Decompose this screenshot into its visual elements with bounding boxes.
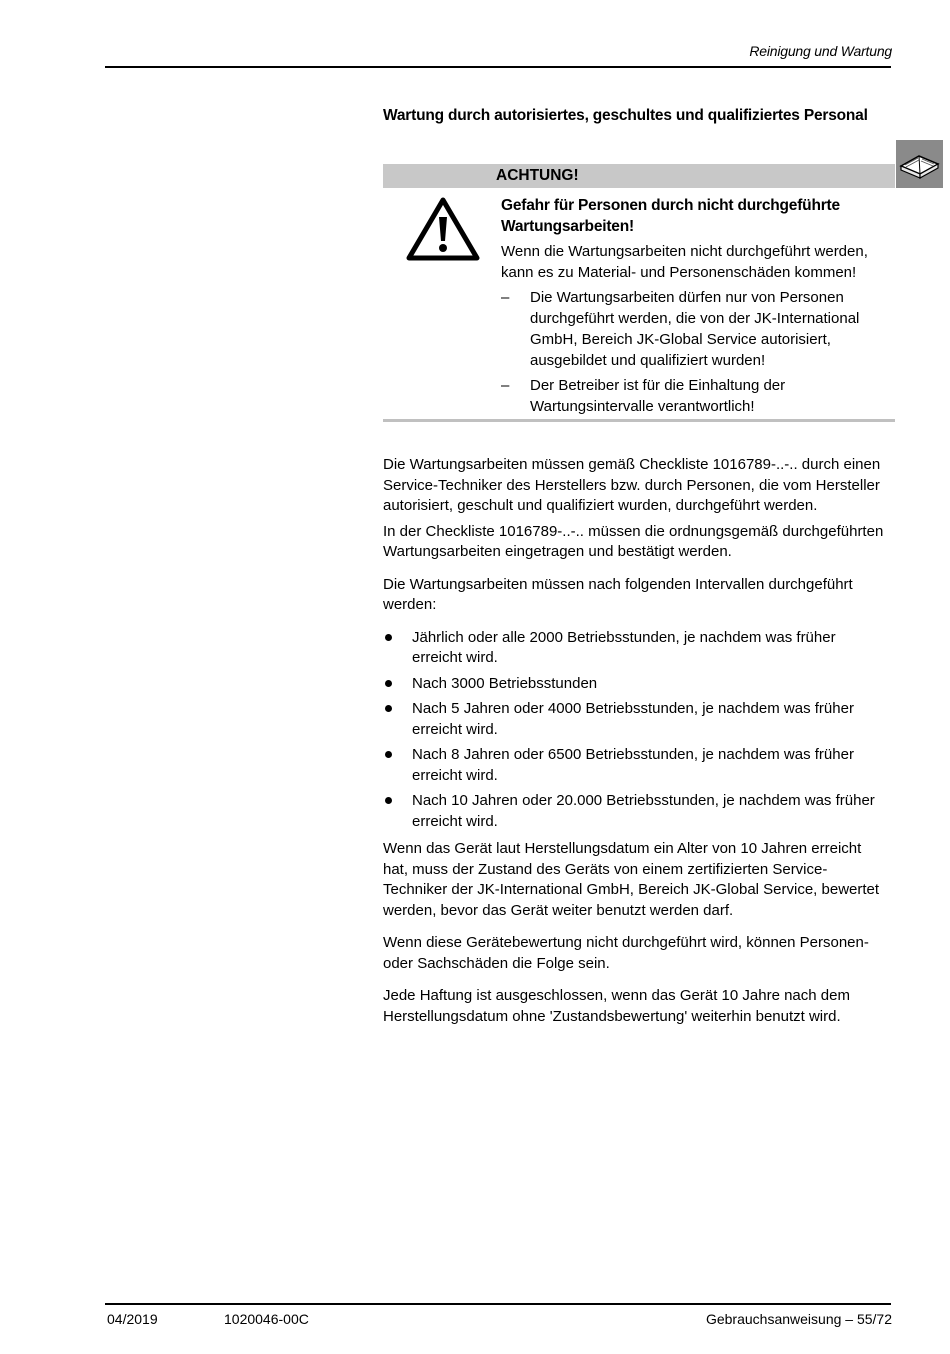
bullet-dot bbox=[385, 680, 392, 687]
warning-list-item-text: Die Wartungsarbeiten dürfen nur von Personen durchgeführt werden, die von der JK-International GmbH, Bereich JK-Global Service autorisiert, ausgebildet und qualifiziert wurden! bbox=[530, 289, 860, 369]
paragraph-checklist: Die Wartungsarbeiten müssen gemäß Checkliste 1016789-..-.. durch einen Service-Techniker des Herstellers bzw. durch Personen, die vom Hersteller autorisiert, geschult und qualifiziert wurden, durchgeführt werden. bbox=[383, 456, 881, 514]
chapter-tab bbox=[896, 140, 943, 188]
interval-item-text: Nach 3000 Betriebsstunden bbox=[412, 674, 598, 692]
footer-doc-number: 1020046-00C bbox=[224, 1311, 309, 1327]
interval-item-text: Nach 8 Jahren oder 6500 Betriebsstunden, je nachdem was früher erreicht wird. bbox=[412, 746, 854, 784]
paragraph-liability: Jede Haftung ist ausgeschlossen, wenn das Gerät 10 Jahre nach dem Herstellungsdatum ohne 'Zustandsbewertung' weiterhin benutzt wird. bbox=[383, 987, 850, 1025]
page-header-title: Reinigung und Wartung bbox=[749, 43, 892, 59]
warning-bar bbox=[383, 164, 895, 188]
header-rule bbox=[105, 66, 891, 68]
warning-list-item-text: Der Betreiber ist für die Einhaltung der Wartungsintervalle verantwortlich! bbox=[530, 377, 786, 415]
bullet-dot bbox=[385, 634, 392, 641]
warning-title: Gefahr für Personen durch nicht durchgeführte Wartungsarbeiten! bbox=[501, 197, 840, 235]
paragraph-consequences: Wenn diese Gerätebewertung nicht durchgeführt wird, können Personen- oder Sachschäden die Folge sein. bbox=[383, 934, 869, 972]
bullet-dot bbox=[385, 705, 392, 712]
warning-text: Wenn die Wartungsarbeiten nicht durchgeführt werden, kann es zu Material- und Personenschäden kommen! bbox=[501, 243, 868, 281]
warning-content bbox=[501, 195, 895, 421]
section-heading: Wartung durch autorisiertes, geschultes und qualifiziertes Personal bbox=[383, 107, 868, 124]
open-book-icon bbox=[896, 140, 943, 188]
paragraph-checklist-entries: In der Checkliste 1016789-..-.. müssen die ordnungsgemäß durchgeführten Wartungsarbeiten eingetragen und bestätigt werden. bbox=[383, 522, 884, 560]
footer-rule bbox=[105, 1303, 891, 1305]
dash-marker: – bbox=[501, 377, 510, 394]
interval-item bbox=[383, 628, 888, 669]
warning-triangle-icon bbox=[404, 195, 482, 263]
interval-item bbox=[383, 791, 888, 832]
warning-label: ACHTUNG! bbox=[496, 167, 579, 184]
interval-item bbox=[383, 745, 888, 786]
warning-bottom-rule bbox=[383, 419, 895, 422]
paragraph-age-assessment: Wenn das Gerät laut Herstellungsdatum ein Alter von 10 Jahren erreicht hat, muss der Zustand des Geräts von einem zertifizierten Service-Techniker der JK-International GmbH, Bereich JK-Global Service, bewertet werden, bevor das Gerät weiter benutzt werden darf. bbox=[383, 840, 880, 919]
paragraph-intervals-intro: Die Wartungsarbeiten müssen nach folgenden Intervallen durchgeführt werden: bbox=[383, 575, 853, 613]
warning-list-item bbox=[501, 375, 895, 417]
interval-item bbox=[383, 674, 888, 695]
warning-list-item bbox=[501, 287, 895, 371]
interval-item bbox=[383, 699, 888, 740]
interval-item-text: Nach 5 Jahren oder 4000 Betriebsstunden, je nachdem was früher erreicht wird. bbox=[412, 700, 854, 738]
footer-page-number: Gebrauchsanweisung – 55/72 bbox=[705, 1311, 892, 1327]
body-text bbox=[383, 455, 888, 1032]
dash-marker: – bbox=[501, 289, 510, 306]
interval-item-text: Jährlich oder alle 2000 Betriebsstunden, je nachdem was früher erreicht wird. bbox=[412, 628, 836, 666]
interval-list bbox=[383, 628, 888, 833]
bullet-dot bbox=[385, 797, 392, 804]
footer-date: 04/2019 bbox=[107, 1311, 158, 1327]
bullet-dot bbox=[385, 751, 392, 758]
interval-item-text: Nach 10 Jahren oder 20.000 Betriebsstunden, je nachdem was früher erreicht wird. bbox=[412, 792, 875, 830]
